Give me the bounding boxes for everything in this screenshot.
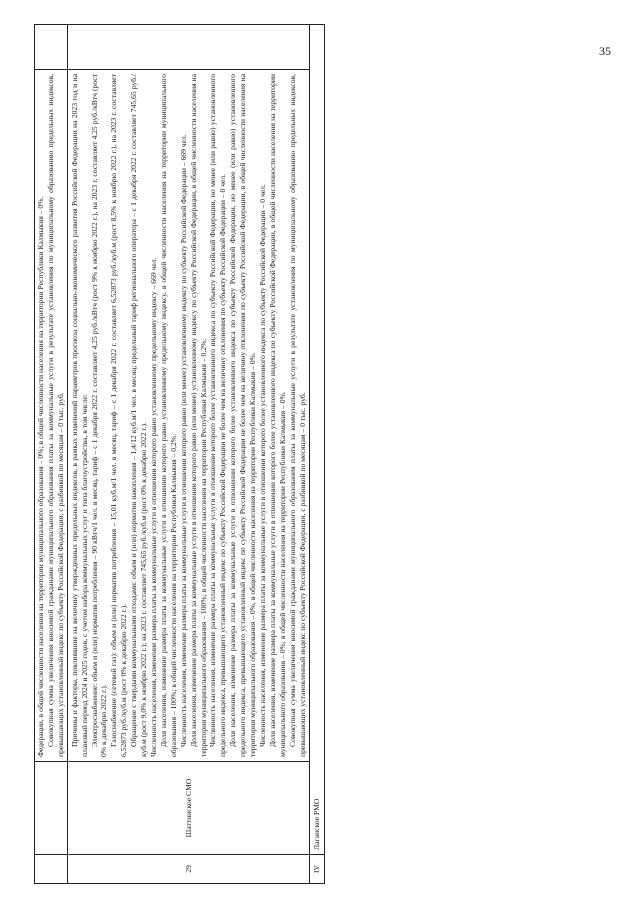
indices-table [34,24,325,884]
text-paragraph: Доля населения, изменение размера платы за коммунальные услуги в отношении которого равно установленному предельному индексу, в общей численности населения на территории муниципального образования – 100%; в общей численности населения на территории Республики Калмыкия – 0,2%. [158,74,178,757]
municipality-cell [35,762,68,855]
text-paragraph: Причины и факторы, повлиявшие на величину утвержденных предельных индексов, в рамках изменений параметров прогноза социально-экономического развития Российской Федерации на 2023 год и на плановый период 2024 и 2025 годов, с учетом набора коммунальных услуг и типа благоустройства, в том числе: [69,74,89,757]
empty-cell [67,25,310,70]
empty-cell [35,25,68,70]
text-paragraph: Доля населения, изменение размера платы за коммунальные услуги в отношении которого более установленного индекса по субъекту Российской Федерации, в общей численности населения на территории муниципального образования – 0%; в общей численности населения на территории Республики Калмыкия – 0%. [267,74,287,757]
text-paragraph: Численность населения, изменение размера платы за коммунальные услуги в отношении которого более установленного индекса по субъекту Российской Федерации, но менее (или равно) установленного предельного индекса, превышающего установленный индекс по субъекту Российской Федерации не более чем на величину отклонения по субъекту Российской Федерации – 0 чел. [208,74,228,757]
section-number: IV [310,855,325,884]
text-paragraph: Численность населения, изменение размера платы за коммунальные услуги в отношении которого более установленного индекса по субъекту Российской Федерации – 0 чел. [257,184,267,747]
text-paragraph: Обращение с твердыми коммунальными отходами: объем и (или) норматив накопления – 1,4/12 куб.м/1 чел. в месяц; предельный тариф регионального оператора – с 1 декабря 2022 г. составляет 745,65 руб./куб.м (рост 9,0% к ноябрю 2022 г.); на 2023 г. составляет 745,65 руб./куб.м (рост 0% к декабрю 2022 г.). [129,74,149,757]
text-paragraph: Совокупная сумма увеличения вносимой гражданами муниципального образования платы за коммунальные услуги в результате установления по муниципальному образованию предельных индексов, превышающих установленный индекс по субъекту Российской Федерации, с разбивкой по месяцам – 0 тыс. руб. [287,74,307,757]
municipality-name: Шаттинское СМО [67,762,310,855]
table-row-continuation [35,25,68,884]
text-paragraph: Численность населения, изменение размера платы за коммунальные услуги в отношении которого равно (или менее) установленному индексу по субъекту Российской Федерации – 669 чел. [178,134,188,747]
text-paragraph: Федерации, в общей численности населения на территории муниципального образования – 0%; в общей численности населения на территории Республики Калмыкия – 0%. [36,196,45,757]
section-title-text: Лаганское РМО [312,798,322,850]
text-paragraph: Электроснабжение: объем и (или) норматив потребления – 90 кВтч/1 чел. в месяц, тариф – с 1 декабря 2022 г. составляет 4,25 руб./кВтч (рост 9% к ноябрю 2022 г.), на 2023 г. составляет 4,25 руб./кВтч (рост 0% к декабрю 2022 г.). [89,74,109,757]
page-number: 35 [599,44,611,58]
section-row [310,25,325,884]
text-paragraph: Совокупная сумма увеличения вносимой гражданами муниципального образования платы за коммунальные услуги в результате установления по муниципальному образованию предельных индексов, превышающих установленный индекс по субъекту Российской Федерации, с разбивкой по месяцам – 0 тыс. руб. [45,74,65,757]
row-number: 29 [67,855,310,884]
text-paragraph: Доля населения, изменение размера платы за коммунальные услуги в отношении которого равно (или менее) установленному индексу по субъекту Российской Федерации, в общей численности населения на территории муниципального образования – 100%; в общей численности населения на территории Республики Калмыкия – 0,2%. [188,74,208,757]
document-sheet [34,24,594,884]
description-cell [67,70,310,762]
description-cell [35,70,68,762]
section-title [310,25,325,855]
table-row-29 [67,25,310,884]
text-paragraph: Газоснабжение (сетевой газ): объем и (или) норматив потребления – 15,01 куб.м/1 чел. в месяц, тариф – с 1 декабря 2022 г. составляет 6,52873 руб./куб.м (рост 8,5% к ноябрю 2022 г.), на 2023 г. составляет 6,52873 руб./куб.м (рост 0% к декабрю 2022 г.). [109,74,129,757]
text-paragraph: Доля населения, изменение размера платы за коммунальные услуги в отношении которого более установленного индекса по субъекту Российской Федерации, но менее (или равно) установленного предельного индекса, превышающего установленный индекс по субъекту Российской Федерации не более чем на величину отклонения по субъекту Российской Федерации, в общей численности населения на территории муниципального образования – 0%, в общей численности населения на территории Республики Калмыкия – 0%. [228,74,258,757]
text-paragraph: Численность населения, изменение размера платы за коммунальные услуги в отношении которого равно установленному предельному индексу – 669 чел. [148,257,158,757]
row-number-cell [35,855,68,884]
